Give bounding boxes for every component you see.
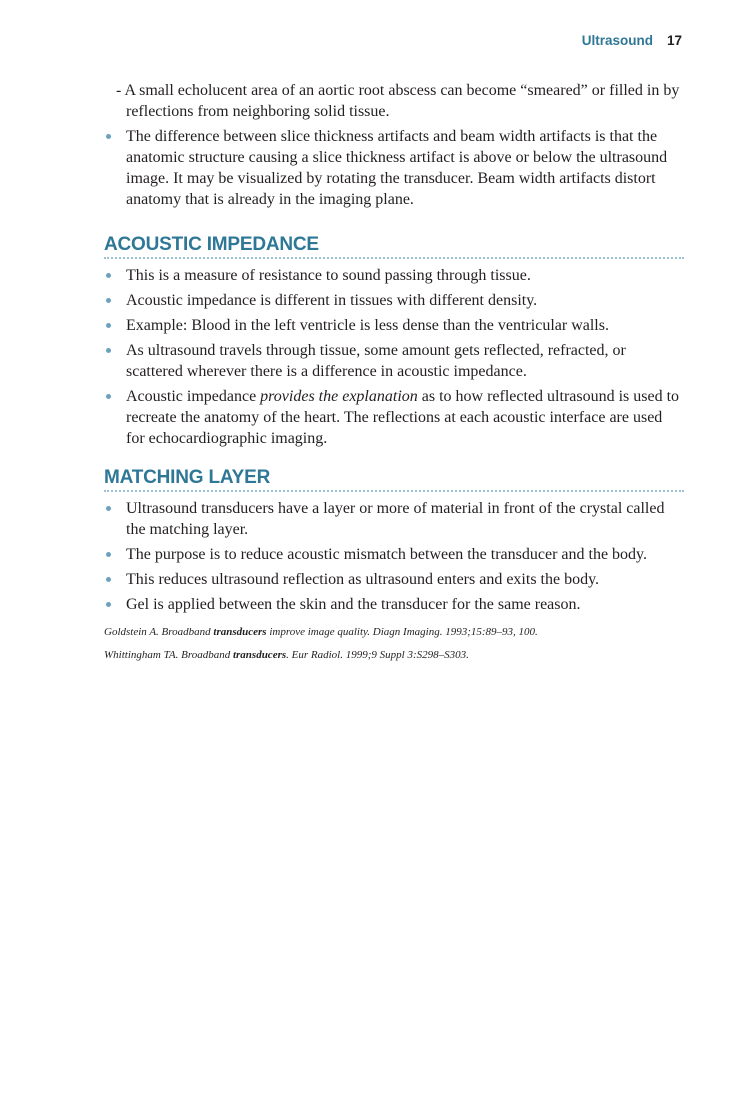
bullet-text: The purpose is to reduce acoustic mismatch between the transducer and the body. bbox=[126, 546, 648, 563]
bullet-icon bbox=[106, 506, 111, 511]
running-header bbox=[582, 33, 682, 48]
acoustic-list bbox=[104, 265, 684, 449]
heading-matching-layer: MATCHING LAYER bbox=[104, 467, 684, 492]
top-bullet-list bbox=[104, 126, 684, 210]
reference-item bbox=[104, 625, 684, 639]
reference-item bbox=[104, 648, 684, 662]
emphasis-text: provides the explanation bbox=[260, 388, 418, 405]
bullet-icon bbox=[106, 602, 111, 607]
bullet-text-start: Acoustic impedance bbox=[126, 388, 261, 405]
reference-text: Goldstein A. Broadband bbox=[104, 626, 214, 638]
list-item bbox=[104, 544, 684, 565]
bullet-icon bbox=[106, 298, 111, 303]
list-item bbox=[104, 498, 684, 540]
matching-list bbox=[104, 498, 684, 615]
list-item bbox=[104, 265, 684, 286]
bullet-icon bbox=[106, 273, 111, 278]
list-item bbox=[104, 290, 684, 311]
bullet-icon bbox=[106, 577, 111, 582]
references bbox=[104, 625, 684, 662]
bullet-icon bbox=[106, 394, 111, 399]
bullet-text: Example: Blood in the left ventricle is less dense than the ventricular walls. bbox=[126, 317, 609, 334]
heading-acoustic-impedance: ACOUSTIC IMPEDANCE bbox=[104, 234, 684, 259]
list-item bbox=[104, 594, 684, 615]
bullet-text: Ultrasound transducers have a layer or more of material in front of the crystal called the matching layer. bbox=[126, 500, 665, 538]
bullet-text: Acoustic impedance is different in tissues with different density. bbox=[126, 292, 538, 309]
bullet-text: This reduces ultrasound reflection as ultrasound enters and exits the body. bbox=[126, 571, 600, 588]
reference-keyword: transducers bbox=[232, 649, 287, 661]
reference-text: improve image quality. Diagn Imaging. 1993;15:89–93, 100. bbox=[266, 626, 538, 638]
bullet-icon bbox=[106, 323, 111, 328]
bullet-text-end: as to how reflected ultrasound is used to recreate the anatomy of the heart. The reflections at each acoustic interface are used for echocardiographic imaging. bbox=[126, 388, 680, 447]
bullet-text: Gel is applied between the skin and the transducer for the same reason. bbox=[126, 596, 581, 613]
reference-text: Whittingham TA. Broadband bbox=[104, 649, 233, 661]
list-item bbox=[104, 386, 684, 449]
page-content bbox=[104, 80, 684, 671]
list-item bbox=[104, 315, 684, 336]
section-title: Ultrasound bbox=[581, 33, 653, 48]
bullet-icon bbox=[106, 348, 111, 353]
list-item bbox=[104, 340, 684, 382]
sub-bullet: - A small echolucent area of an aortic root abscess can become “smeared” or filled in by reflections from neighboring solid tissue. bbox=[116, 82, 680, 120]
reference-keyword: transducers bbox=[213, 626, 267, 638]
bullet-text: This is a measure of resistance to sound passing through tissue. bbox=[126, 267, 531, 284]
bullet-icon bbox=[106, 134, 111, 139]
bullet-text: As ultrasound travels through tissue, some amount gets reflected, refracted, or scattered wherever there is a difference in acoustic impedance. bbox=[126, 342, 626, 380]
list-item bbox=[104, 569, 684, 590]
bullet-text: The difference between slice thickness artifacts and beam width artifacts is that the anatomic structure causing a slice thickness artifact is above or below the ultrasound image. It may be visualized by rotating the transducer. Beam width artifacts distort anatomy that is already in the imaging plane. bbox=[126, 128, 668, 208]
page-number: 17 bbox=[666, 33, 682, 48]
bullet-icon bbox=[106, 552, 111, 557]
list-item bbox=[104, 126, 684, 210]
reference-text: . Eur Radiol. 1999;9 Suppl 3:S298–S303. bbox=[286, 649, 469, 661]
